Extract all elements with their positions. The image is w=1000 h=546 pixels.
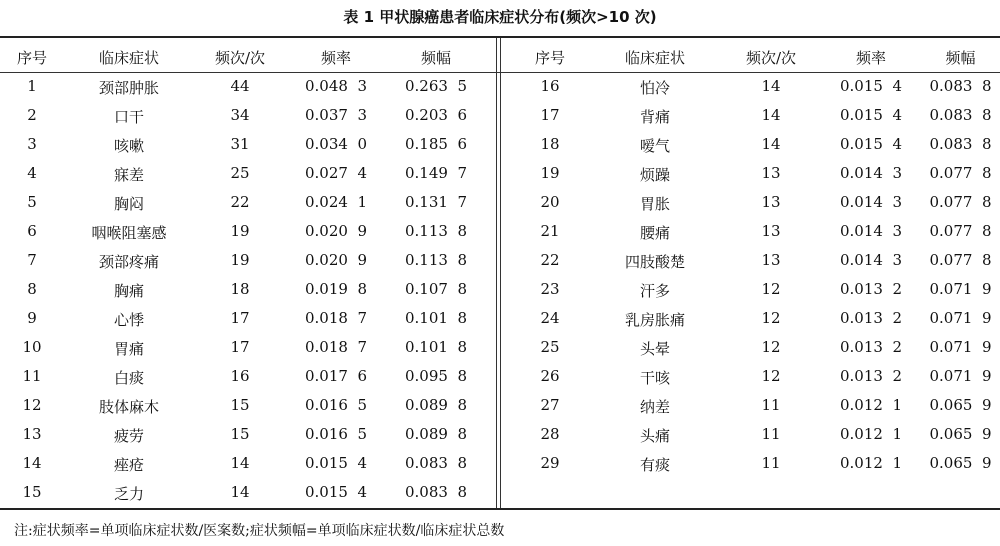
table-row	[0, 478, 496, 507]
cell-frequency: 0.015 4	[839, 77, 903, 95]
cell-amplitude: 0.263 5	[404, 77, 468, 95]
table-row	[501, 420, 1000, 449]
cell-amplitude: 0.131 7	[404, 193, 468, 211]
cell-symptom: 寐差	[113, 166, 144, 184]
cell-index: 28	[540, 425, 560, 443]
cell-count: 22	[230, 193, 250, 211]
cell-frequency: 0.013 2	[839, 367, 903, 385]
header-index: 序号	[534, 49, 565, 67]
cell-frequency: 0.014 3	[839, 222, 903, 240]
cell-index: 1	[27, 77, 37, 95]
cell-symptom: 腰痛	[639, 224, 670, 242]
cell-frequency: 0.016 5	[304, 396, 368, 414]
cell-symptom: 烦躁	[639, 166, 670, 184]
table-row	[501, 217, 1000, 246]
cell-count: 12	[761, 280, 781, 298]
cell-symptom: 汗多	[639, 282, 670, 300]
table-row	[0, 449, 496, 478]
cell-amplitude: 0.083 8	[929, 135, 992, 153]
cell-frequency: 0.018 7	[304, 309, 368, 327]
cell-index: 17	[540, 106, 560, 124]
cell-count: 19	[230, 222, 250, 240]
cell-frequency: 0.016 5	[304, 425, 368, 443]
cell-amplitude: 0.185 6	[404, 135, 468, 153]
cell-frequency: 0.017 6	[304, 367, 368, 385]
cell-amplitude: 0.071 9	[929, 367, 992, 385]
cell-count: 17	[230, 338, 250, 356]
table-row	[501, 188, 1000, 217]
cell-symptom: 嗳气	[639, 137, 670, 155]
cell-frequency: 0.013 2	[839, 309, 903, 327]
cell-count: 44	[230, 77, 250, 95]
table-row	[0, 130, 496, 159]
cell-symptom: 背痛	[639, 108, 670, 126]
cell-index: 9	[27, 309, 37, 327]
cell-amplitude: 0.083 8	[404, 454, 468, 472]
cell-index: 11	[22, 367, 42, 385]
cell-amplitude: 0.089 8	[404, 425, 468, 443]
cell-symptom: 痤疮	[113, 456, 144, 474]
cell-index: 13	[22, 425, 42, 443]
cell-amplitude: 0.203 6	[404, 106, 468, 124]
cell-amplitude: 0.107 8	[404, 280, 468, 298]
cell-symptom: 干咳	[639, 369, 670, 387]
table-row	[0, 217, 496, 246]
table-row	[501, 333, 1000, 362]
cell-symptom: 头痛	[639, 427, 670, 445]
cell-count: 15	[230, 396, 250, 414]
header-row-right	[501, 38, 1000, 72]
cell-count: 14	[761, 135, 781, 153]
cell-index: 24	[540, 309, 560, 327]
cell-symptom: 肢体麻木	[98, 398, 159, 416]
cell-symptom: 咽喉阻塞感	[91, 224, 167, 242]
table-title: 表 1 甲状腺癌患者临床症状分布(频次>10 次)	[343, 8, 657, 26]
cell-frequency: 0.013 2	[839, 338, 903, 356]
cell-count: 13	[761, 193, 781, 211]
table-row	[0, 304, 496, 333]
cell-frequency: 0.018 7	[304, 338, 368, 356]
cell-frequency: 0.019 8	[304, 280, 368, 298]
cell-symptom: 胸闷	[113, 195, 144, 213]
cell-amplitude: 0.101 8	[404, 309, 468, 327]
cell-index: 20	[540, 193, 560, 211]
cell-symptom: 胸痛	[113, 282, 144, 300]
cell-count: 12	[761, 309, 781, 327]
table-row	[501, 72, 1000, 101]
bottom-rule	[0, 508, 1000, 510]
table-row	[501, 391, 1000, 420]
cell-amplitude: 0.077 8	[929, 164, 992, 182]
cell-frequency: 0.015 4	[839, 135, 903, 153]
header-symptom: 临床症状	[624, 49, 685, 67]
footnote: 注:症状频率=单项临床症状数/医案数;症状频幅=单项临床症状数/临床症状总数	[14, 523, 505, 539]
cell-amplitude: 0.089 8	[404, 396, 468, 414]
cell-count: 13	[761, 164, 781, 182]
cell-amplitude: 0.071 9	[929, 309, 992, 327]
cell-amplitude: 0.071 9	[929, 338, 992, 356]
cell-frequency: 0.012 1	[839, 425, 903, 443]
cell-amplitude: 0.083 8	[929, 77, 992, 95]
table-row	[0, 72, 496, 101]
header-amplitude: 频幅	[945, 49, 976, 67]
cell-frequency: 0.020 9	[304, 251, 368, 269]
cell-amplitude: 0.083 8	[404, 483, 468, 501]
cell-index: 29	[540, 454, 560, 472]
cell-frequency: 0.013 2	[839, 280, 903, 298]
cell-index: 15	[22, 483, 42, 501]
cell-index: 26	[540, 367, 560, 385]
cell-frequency: 0.048 3	[304, 77, 368, 95]
header-amplitude: 频幅	[420, 49, 451, 67]
cell-count: 13	[761, 251, 781, 269]
cell-symptom: 颈部疼痛	[98, 253, 159, 271]
cell-index: 12	[22, 396, 42, 414]
table-row	[0, 333, 496, 362]
cell-count: 25	[230, 164, 250, 182]
table-row	[501, 449, 1000, 478]
cell-frequency: 0.020 9	[304, 222, 368, 240]
cell-symptom: 胃胀	[639, 195, 670, 213]
cell-symptom: 有痰	[639, 456, 670, 474]
cell-count: 16	[230, 367, 250, 385]
cell-count: 14	[761, 106, 781, 124]
cell-symptom: 乳房胀痛	[624, 311, 685, 329]
cell-count: 11	[761, 454, 781, 472]
cell-index: 5	[27, 193, 37, 211]
cell-index: 14	[22, 454, 42, 472]
cell-amplitude: 0.065 9	[929, 454, 992, 472]
cell-symptom: 白痰	[113, 369, 144, 387]
cell-symptom: 咳嗽	[113, 137, 144, 155]
cell-amplitude: 0.065 9	[929, 425, 992, 443]
cell-count: 11	[761, 396, 781, 414]
cell-symptom: 纳差	[639, 398, 670, 416]
table-row	[0, 420, 496, 449]
table-row	[501, 304, 1000, 333]
cell-symptom: 心悸	[113, 311, 144, 329]
header-frequency: 频率	[320, 49, 351, 67]
cell-index: 21	[540, 222, 560, 240]
cell-index: 25	[540, 338, 560, 356]
cell-count: 34	[230, 106, 250, 124]
cell-amplitude: 0.083 8	[929, 106, 992, 124]
cell-amplitude: 0.113 8	[404, 251, 468, 269]
cell-index: 16	[540, 77, 560, 95]
cell-count: 14	[761, 77, 781, 95]
cell-count: 12	[761, 367, 781, 385]
cell-count: 11	[761, 425, 781, 443]
column-divider	[496, 38, 497, 508]
header-frequency: 频率	[855, 49, 886, 67]
cell-symptom: 头晕	[639, 340, 670, 358]
cell-frequency: 0.024 1	[304, 193, 368, 211]
cell-count: 15	[230, 425, 250, 443]
cell-index: 7	[27, 251, 37, 269]
table-row	[0, 362, 496, 391]
cell-frequency: 0.015 4	[839, 106, 903, 124]
cell-index: 10	[22, 338, 42, 356]
table-row	[0, 391, 496, 420]
cell-count: 14	[230, 454, 250, 472]
cell-amplitude: 0.095 8	[404, 367, 468, 385]
table-row	[501, 101, 1000, 130]
cell-amplitude: 0.077 8	[929, 193, 992, 211]
cell-count: 18	[230, 280, 250, 298]
cell-symptom: 颈部肿胀	[98, 79, 159, 97]
table-row	[501, 130, 1000, 159]
cell-index: 2	[27, 106, 37, 124]
table-row	[0, 246, 496, 275]
cell-index: 8	[27, 280, 37, 298]
cell-symptom: 怕冷	[639, 79, 670, 97]
table-row	[501, 275, 1000, 304]
cell-amplitude: 0.071 9	[929, 280, 992, 298]
cell-count: 13	[761, 222, 781, 240]
cell-frequency: 0.037 3	[304, 106, 368, 124]
cell-symptom: 疲劳	[113, 427, 144, 445]
cell-index: 18	[540, 135, 560, 153]
cell-index: 27	[540, 396, 560, 414]
table-row	[501, 246, 1000, 275]
cell-index: 3	[27, 135, 37, 153]
cell-frequency: 0.027 4	[304, 164, 368, 182]
cell-frequency: 0.034 0	[304, 135, 368, 153]
table-row	[0, 101, 496, 130]
cell-index: 4	[27, 164, 37, 182]
cell-amplitude: 0.101 8	[404, 338, 468, 356]
header-count: 频次/次	[214, 49, 266, 67]
cell-frequency: 0.012 1	[839, 396, 903, 414]
header-count: 频次/次	[745, 49, 797, 67]
cell-index: 22	[540, 251, 560, 269]
table-row	[0, 188, 496, 217]
cell-frequency: 0.014 3	[839, 193, 903, 211]
cell-symptom: 乏力	[113, 485, 144, 503]
cell-index: 6	[27, 222, 37, 240]
cell-frequency: 0.015 4	[304, 483, 368, 501]
cell-amplitude: 0.077 8	[929, 222, 992, 240]
cell-frequency: 0.012 1	[839, 454, 903, 472]
header-row-left	[0, 38, 496, 72]
cell-index: 23	[540, 280, 560, 298]
cell-symptom: 四肢酸楚	[624, 253, 685, 271]
cell-amplitude: 0.065 9	[929, 396, 992, 414]
cell-symptom: 口干	[113, 108, 144, 126]
table-row	[501, 159, 1000, 188]
cell-amplitude: 0.077 8	[929, 251, 992, 269]
cell-frequency: 0.014 3	[839, 164, 903, 182]
header-index: 序号	[16, 49, 47, 67]
cell-count: 19	[230, 251, 250, 269]
table-row	[0, 275, 496, 304]
table-row	[0, 159, 496, 188]
cell-count: 14	[230, 483, 250, 501]
cell-count: 12	[761, 338, 781, 356]
cell-index: 19	[540, 164, 560, 182]
cell-frequency: 0.015 4	[304, 454, 368, 472]
cell-amplitude: 0.149 7	[404, 164, 468, 182]
cell-count: 31	[230, 135, 250, 153]
header-symptom: 临床症状	[98, 49, 159, 67]
cell-count: 17	[230, 309, 250, 327]
cell-frequency: 0.014 3	[839, 251, 903, 269]
table-row	[501, 362, 1000, 391]
cell-symptom: 胃痛	[113, 340, 144, 358]
cell-amplitude: 0.113 8	[404, 222, 468, 240]
